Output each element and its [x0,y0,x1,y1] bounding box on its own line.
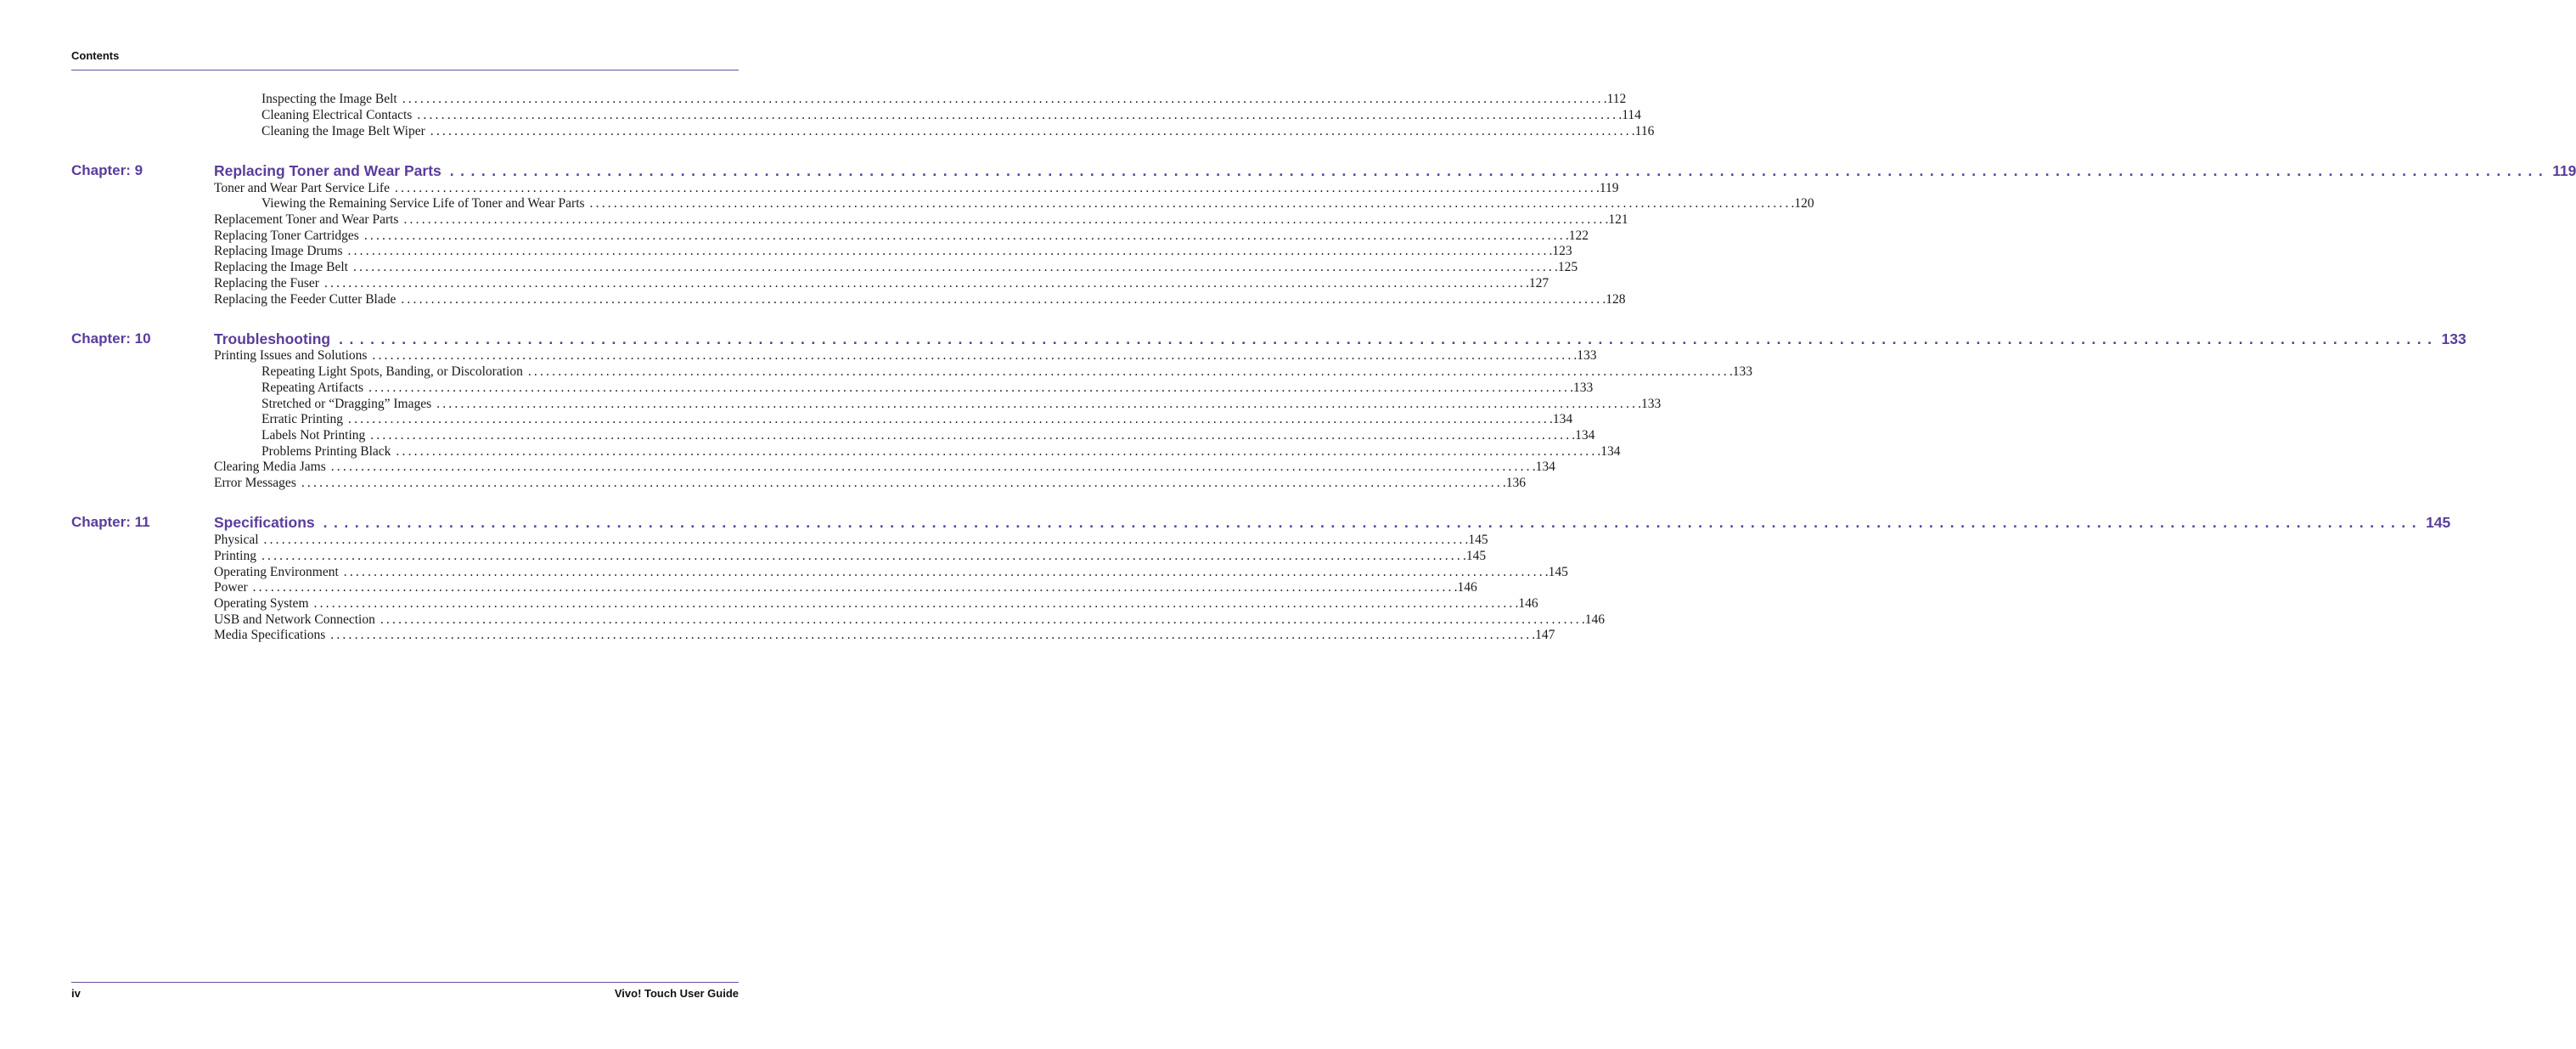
toc-entry[interactable] [262,396,1662,413]
toc-entry[interactable] [214,291,1626,308]
toc-entry[interactable] [262,123,1655,140]
chapter-title: Replacing Toner and Wear Parts [214,162,442,179]
toc-entry-title: Error Messages [214,476,296,490]
toc-entry-title: Replacing Image Drums [214,244,343,258]
toc-entry-page: .125 [1554,260,1578,274]
toc-entry[interactable] [262,411,1573,428]
toc-entry-page: .145 [1465,533,1488,547]
toc-entry-page: .146 [1581,612,1605,627]
toc-entry-page: .123 [1549,244,1572,258]
toc-entry-title: Repeating Artifacts [262,381,364,395]
dot-leader: ........................................................................................................................................................................................................ [394,181,1596,195]
toc-entry-page: .112 [1603,92,1627,106]
chapter-page: 119 [2552,162,2576,179]
toc-entry-page: .136 [1502,476,1526,490]
toc-entry-title: Stretched or “Dragging” Images [262,397,432,411]
toc-entry-page: .128 [1602,292,1626,307]
toc-entry-page: .146 [1454,580,1477,595]
toc-entry-page: .127 [1525,276,1550,290]
dot-leader: ........................................................................................................................................................................................................ [363,228,1566,243]
toc-entry-title: Erratic Printing [262,412,343,426]
toc-entry-title: Printing Issues and Solutions [214,348,368,363]
toc-entry-page: .119 [1595,181,1619,195]
toc-entry[interactable] [262,364,1752,381]
toc-entry-title: Toner and Wear Part Service Life [214,181,390,195]
chapter-page: 145 [2426,514,2451,531]
toc-entry-page: .122 [1565,228,1589,243]
dot-leader: ........................................................................................................................................................................................................ [330,628,1533,642]
chapter-label: Chapter: 10 [71,330,151,347]
dot-leader: ........................................................................................................................................................................................................ [323,276,1526,290]
toc-entry-title: Labels Not Printing [262,428,366,443]
toc-entry[interactable] [214,579,1477,596]
toc-entry[interactable] [262,107,1641,124]
dot-leader: ........................................................................................................................................................................................................ [430,124,1632,138]
toc-entry-title: Replacement Toner and Wear Parts [214,212,399,227]
chapter-label: Chapter: 11 [71,514,150,530]
toc-entry[interactable] [214,228,1589,245]
toc-entry-page: .134 [1597,444,1621,459]
dot-leader: ........................................................................................................................................................................................................ [352,260,1555,274]
dot-leader: ........................................................................................................................................................................................................ [339,330,2438,347]
dot-leader: ........................................................................................................................................................................................................ [261,549,1463,563]
toc-entry-page: .134 [1572,428,1595,443]
toc-entry-page: .133 [1570,381,1594,395]
toc-entry[interactable] [262,427,1595,444]
dot-leader: ........................................................................................................................................................................................................ [330,460,1533,474]
dot-leader: ........................................................................................................................................................................................................ [347,244,1550,258]
toc-entry-title: Replacing Toner Cartridges [214,228,359,243]
toc-entry[interactable] [262,380,1594,397]
toc-entry[interactable] [262,195,1814,212]
toc-entry-title: Replacing the Feeder Cutter Blade [214,292,397,307]
dot-leader: ........................................................................................................................................................................................................ [348,412,1550,426]
toc-entry[interactable] [214,612,1605,629]
running-head: Contents [71,49,120,62]
toc-entry-title: Viewing the Remaining Service Life of Toner and Wear Parts [262,196,585,211]
dot-leader: ........................................................................................................................................................................................................ [402,92,1604,106]
toc-entry-title: Physical [214,533,259,547]
toc-entry[interactable] [214,595,1538,612]
toc-entry[interactable] [214,347,1597,364]
dot-leader: ........................................................................................................................................................................................................ [449,162,2550,179]
chapter-title: Troubleshooting [214,330,331,347]
dot-leader: ........................................................................................................................................................................................................ [370,428,1572,443]
chapter-heading[interactable] [214,330,2466,348]
toc-entry-title: Power [214,580,248,595]
toc-entry-page: .133 [1573,348,1597,363]
dot-leader: ........................................................................................................................................................................................................ [589,196,1791,211]
toc-entry-page: .133 [1638,397,1662,411]
toc-entry-title: Cleaning the Image Belt Wiper [262,124,425,138]
dot-leader: ........................................................................................................................................................................................................ [417,108,1619,122]
chapter-heading[interactable] [214,161,2576,180]
dot-leader: ........................................................................................................................................................................................................ [263,533,1465,547]
toc-entry[interactable] [214,548,1487,565]
dot-leader: ........................................................................................................................................................................................................ [401,292,1603,307]
toc-entry-page: .114 [1618,108,1641,122]
toc-entry-title: Problems Printing Black [262,444,391,459]
toc-entry[interactable] [214,211,1628,228]
toc-entry-page: .145 [1544,565,1568,579]
dot-leader: ........................................................................................................................................................................................................ [368,381,1571,395]
chapter-heading[interactable] [214,513,2451,532]
toc-entry[interactable] [214,564,1568,581]
page-number: iv [71,987,81,1000]
toc-entry-title: Clearing Media Jams [214,460,326,474]
toc-entry-page: .134 [1550,412,1573,426]
toc-entry-title: Printing [214,549,256,563]
toc-entry-page: .116 [1631,124,1655,138]
chapter-label: Chapter: 9 [71,162,143,178]
toc-entry-title: Operating Environment [214,565,339,579]
toc-entry[interactable] [214,275,1550,292]
dot-leader: ........................................................................................................................................................................................................ [313,596,1516,611]
toc-entry-page: .146 [1515,596,1538,611]
toc-entry-page: .133 [1729,364,1752,379]
dot-leader: ........................................................................................................................................................................................................ [436,397,1639,411]
toc-entry[interactable] [262,443,1621,460]
dot-leader: ........................................................................................................................................................................................................ [372,348,1574,363]
toc-entry-title: USB and Network Connection [214,612,375,627]
chapter-title: Specifications [214,514,315,531]
toc-entry[interactable] [214,180,1619,197]
toc-entry-title: Cleaning Electrical Contacts [262,108,413,122]
toc-entry-title: Replacing the Image Belt [214,260,348,274]
dot-leader: ........................................................................................................................................................................................................ [403,212,1606,227]
toc-entry[interactable] [214,627,1555,644]
dot-leader: ........................................................................................................................................................................................................ [301,476,1503,490]
toc-entry[interactable] [214,243,1572,260]
toc-entry-title: Operating System [214,596,309,611]
dot-leader: ........................................................................................................................................................................................................ [343,565,1545,579]
dot-leader: ........................................................................................................................................................................................................ [252,580,1454,595]
toc-entry-page: .147 [1532,628,1555,642]
toc-entry[interactable] [214,475,1526,492]
toc-entry-title: Media Specifications [214,628,326,642]
toc-entry-page: .120 [1791,196,1814,211]
chapter-page: 133 [2441,330,2466,347]
toc-entry-page: .145 [1462,549,1487,563]
toc-entry-page: .134 [1532,460,1555,474]
footer-rule [71,982,739,983]
toc-entry[interactable] [214,459,1555,476]
toc-entry-page: .121 [1605,212,1628,227]
dot-leader: ........................................................................................................................................................................................................ [380,612,1582,627]
toc-entry-title: Replacing the Fuser [214,276,319,290]
dot-leader: ........................................................................................................................................................................................................ [323,514,2423,531]
toc-entry-title: Repeating Light Spots, Banding, or Discoloration [262,364,523,379]
guide-title: Vivo! Touch User Guide [614,987,739,1000]
toc-entry-title: Inspecting the Image Belt [262,92,397,106]
toc-entry[interactable] [214,532,1488,549]
toc-entry[interactable] [214,259,1578,276]
toc-entry[interactable] [262,91,1627,108]
dot-leader: ........................................................................................................................................................................................................ [527,364,1730,379]
dot-leader: ........................................................................................................................................................................................................ [396,444,1598,459]
